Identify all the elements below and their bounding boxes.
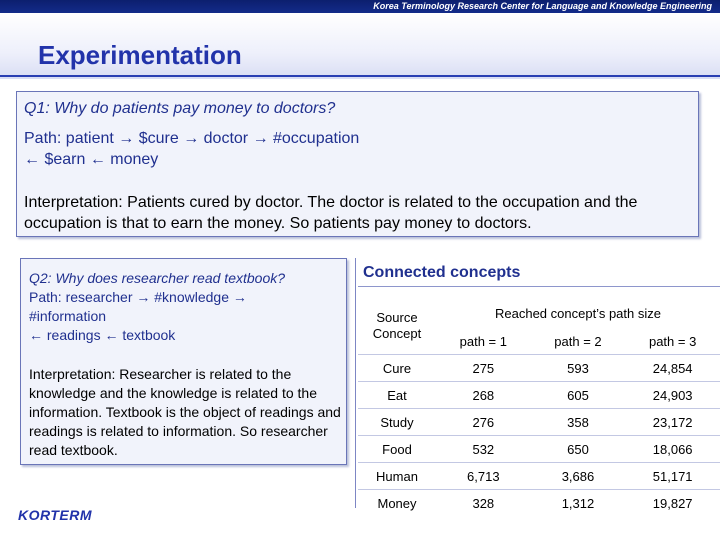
source-concept-header [358, 298, 436, 355]
q1-path [24, 128, 684, 170]
q1-path-line1: Path: patient → $cure → doctor → #occupation [24, 130, 360, 147]
source-header-line2: Concept [372, 326, 422, 341]
logo-text: KORTERM [18, 507, 93, 523]
section-divider [355, 258, 356, 508]
concept-cell: Eat [358, 382, 436, 409]
path2-cell: 358 [531, 409, 626, 436]
q2-path-line2: #information [29, 308, 107, 324]
table-row [358, 490, 720, 517]
concept-cell: Human [358, 463, 436, 490]
title-underline [0, 75, 720, 77]
concepts-heading: Connected concepts [363, 264, 521, 281]
path3-cell: 51,171 [625, 463, 720, 490]
q1-panel [16, 91, 699, 237]
q1-interpretation: Interpretation: Patients cured by doctor. The doctor is related to the occupation and the occupation is that to earn the money. So patients pay money to doctors. [24, 194, 638, 232]
q1-question: Q1: Why do patients pay money to doctors? [24, 100, 336, 117]
table-row [358, 463, 720, 490]
path1-cell: 276 [436, 409, 531, 436]
q2-path-line3: ← readings ← textbook [29, 327, 176, 343]
path2-cell: 1,312 [531, 490, 626, 517]
path2-cell: 593 [531, 355, 626, 382]
table-row [358, 436, 720, 463]
q2-path [29, 288, 339, 345]
path2-header: path = 2 [531, 328, 626, 355]
reached-path-header: Reached concept’s path size [495, 305, 661, 321]
page-title: Experimentation [38, 40, 242, 70]
path1-cell: 6,713 [436, 463, 531, 490]
concept-cell: Food [358, 436, 436, 463]
path1-cell: 268 [436, 382, 531, 409]
q2-panel [20, 258, 347, 465]
path2-cell: 3,686 [531, 463, 626, 490]
path3-cell: 23,172 [625, 409, 720, 436]
q2-path-line1: Path: researcher → #knowledge → [29, 289, 247, 305]
concepts-heading-rule [358, 286, 720, 287]
q2-question: Q2: Why does researcher read textbook? [29, 270, 286, 286]
path2-cell: 605 [531, 382, 626, 409]
path1-cell: 328 [436, 490, 531, 517]
concept-cell: Cure [358, 355, 436, 382]
path1-cell: 275 [436, 355, 531, 382]
path3-header: path = 3 [625, 328, 720, 355]
concept-cell: Study [358, 409, 436, 436]
path3-cell: 24,854 [625, 355, 720, 382]
path1-header: path = 1 [436, 328, 531, 355]
korterm-logo [18, 507, 92, 523]
path3-cell: 19,827 [625, 490, 720, 517]
table-row [358, 382, 720, 409]
table-row [358, 355, 720, 382]
path1-cell: 532 [436, 436, 531, 463]
q1-path-line2: ← $earn ← money [24, 151, 159, 168]
table-row [358, 409, 720, 436]
path3-cell: 18,066 [625, 436, 720, 463]
q2-interpretation: Interpretation: Researcher is related to the knowledge and the knowledge is related to the information. Textbook is the object of readings and readings is related to information. So researcher read textbook. [29, 366, 341, 458]
path2-cell: 650 [531, 436, 626, 463]
org-banner: Korea Terminology Research Center for Language and Knowledge Engineering [0, 0, 720, 13]
concepts-table [358, 298, 720, 516]
concept-cell: Money [358, 490, 436, 517]
path3-cell: 24,903 [625, 382, 720, 409]
source-header-line1: Source [376, 310, 418, 325]
